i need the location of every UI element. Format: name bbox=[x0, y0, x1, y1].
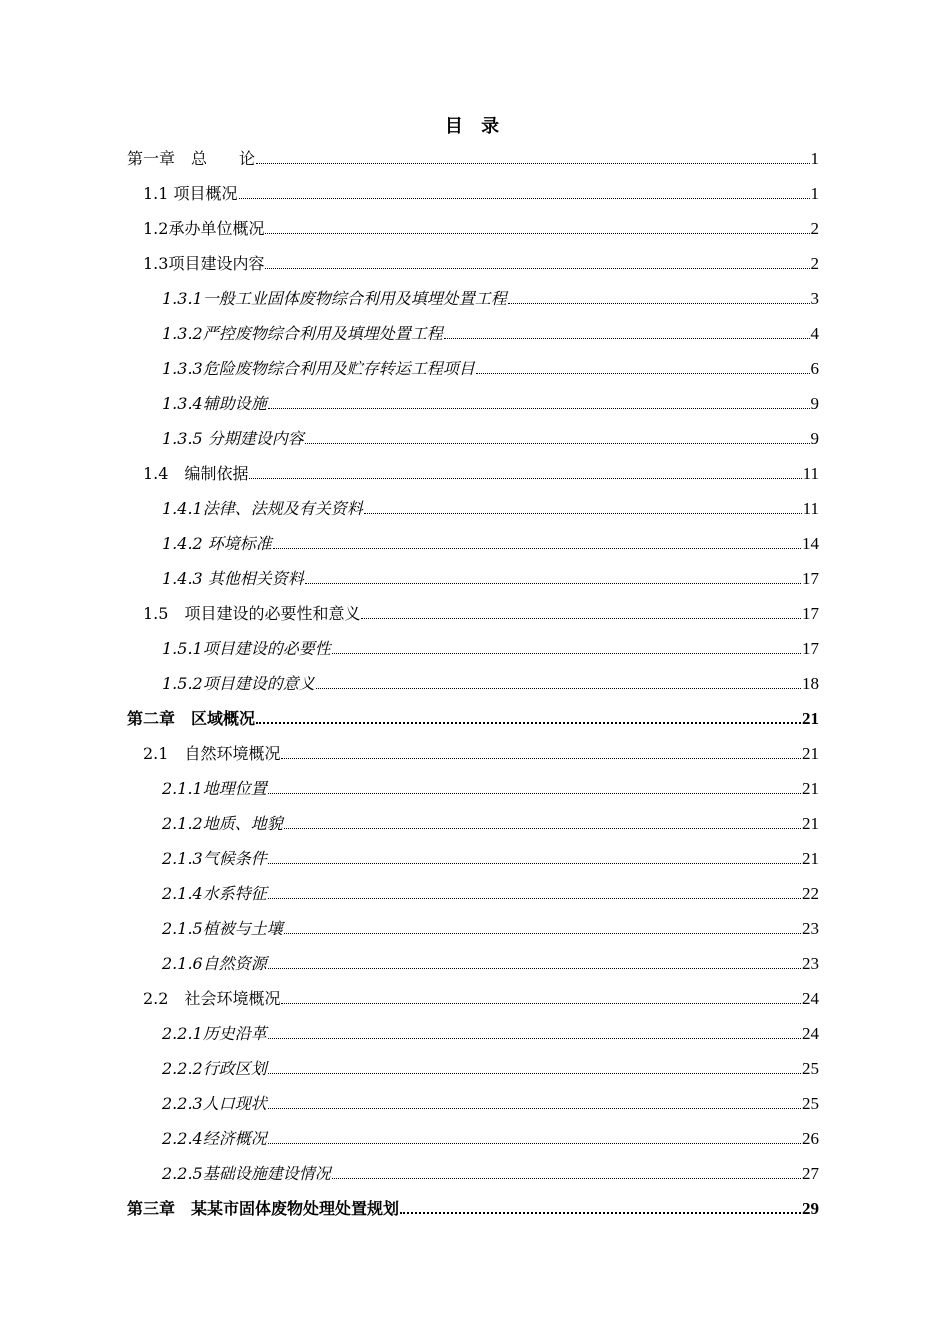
toc-entry[interactable] bbox=[127, 1192, 819, 1220]
toc-entry-page-number: 6 bbox=[810, 359, 819, 378]
dot-leader bbox=[268, 1143, 801, 1144]
toc-entry-page-number: 21 bbox=[802, 814, 819, 833]
toc-entry-label: 1.5.2项目建设的意义 bbox=[162, 674, 315, 693]
dot-leader bbox=[316, 688, 801, 689]
toc-entry-label: 第三章 某某市固体废物处理处置规划 bbox=[127, 1199, 400, 1218]
toc-entry-page-number: 1 bbox=[810, 184, 819, 203]
toc-entry-label: 2.1.5植被与土壤 bbox=[162, 919, 283, 938]
dot-leader bbox=[444, 338, 810, 339]
toc-entry[interactable] bbox=[162, 1087, 819, 1115]
toc-entry-page-number: 25 bbox=[802, 1059, 819, 1078]
toc-entry[interactable] bbox=[162, 772, 819, 800]
toc-entry-page-number: 4 bbox=[810, 324, 819, 343]
toc-entry-page-number: 11 bbox=[802, 499, 819, 518]
dot-leader bbox=[508, 303, 810, 304]
toc-entry-page-number: 29 bbox=[802, 1199, 819, 1218]
toc-entry[interactable] bbox=[162, 807, 819, 835]
dot-leader bbox=[265, 233, 809, 234]
dot-leader bbox=[268, 408, 810, 409]
dot-leader bbox=[305, 443, 810, 444]
toc-entry-label: 2.1.4水系特征 bbox=[162, 884, 267, 903]
toc-entry-label: 1.4.1法律、法规及有关资料 bbox=[162, 499, 363, 518]
toc-entry-label: 2.2.4经济概况 bbox=[162, 1129, 267, 1148]
toc-entry-label: 2.1.3气候条件 bbox=[162, 849, 267, 868]
toc-entry-label: 2.2.1历史沿革 bbox=[162, 1024, 267, 1043]
toc-entry-label: 1.3.5 分期建设内容 bbox=[162, 429, 304, 448]
toc-entry[interactable] bbox=[162, 422, 819, 450]
dot-leader bbox=[332, 653, 801, 654]
toc-entry-label: 1.3.2严控废物综合利用及填埋处置工程 bbox=[162, 324, 443, 343]
toc-entry-page-number: 21 bbox=[802, 709, 819, 728]
toc-entry-page-number: 11 bbox=[802, 464, 819, 483]
dot-leader bbox=[400, 1212, 801, 1214]
dot-leader bbox=[284, 933, 801, 934]
dot-leader bbox=[239, 198, 810, 199]
toc-entry-label: 2.2.5基础设施建设情况 bbox=[162, 1164, 331, 1183]
toc-entry-label: 第一章 总 论 bbox=[127, 149, 256, 168]
toc-entry-label: 2.1.1地理位置 bbox=[162, 779, 267, 798]
toc-entry[interactable] bbox=[127, 142, 819, 170]
dot-leader bbox=[273, 548, 801, 549]
toc-entry-page-number: 21 bbox=[802, 849, 819, 868]
toc-entry-label: 1.2承办单位概况 bbox=[143, 219, 265, 238]
toc-entry[interactable] bbox=[162, 912, 819, 940]
dot-leader bbox=[249, 478, 801, 479]
toc-entry-label: 1.3.4辅助设施 bbox=[162, 394, 267, 413]
toc-entry[interactable] bbox=[162, 282, 819, 310]
toc-entry-label: 1.3.1一般工业固体废物综合利用及填埋处置工程 bbox=[162, 289, 507, 308]
toc-entry-label: 2.2.3人口现状 bbox=[162, 1094, 267, 1113]
dot-leader bbox=[268, 1038, 801, 1039]
toc-entry-page-number: 17 bbox=[802, 569, 819, 588]
toc-entry[interactable] bbox=[162, 667, 819, 695]
toc-entry-page-number: 9 bbox=[810, 394, 819, 413]
toc-entry-label: 2.1.2地质、地貌 bbox=[162, 814, 283, 833]
toc-entry-page-number: 22 bbox=[802, 884, 819, 903]
toc-entry-label: 1.4.3 其他相关资料 bbox=[162, 569, 304, 588]
dot-leader bbox=[268, 968, 801, 969]
dot-leader bbox=[281, 1003, 801, 1004]
toc-entry-page-number: 23 bbox=[802, 919, 819, 938]
dot-leader bbox=[476, 373, 810, 374]
toc-entry[interactable] bbox=[162, 387, 819, 415]
toc-entry-page-number: 24 bbox=[802, 989, 819, 1008]
dot-leader bbox=[361, 618, 801, 619]
toc-entry-page-number: 17 bbox=[802, 639, 819, 658]
toc-entry-page-number: 2 bbox=[810, 219, 819, 238]
toc-entry-page-number: 26 bbox=[802, 1129, 819, 1148]
toc-entry-page-number: 1 bbox=[810, 149, 819, 168]
toc-entry[interactable] bbox=[143, 212, 819, 240]
toc-entry-page-number: 9 bbox=[810, 429, 819, 448]
toc-entry[interactable] bbox=[162, 1052, 819, 1080]
toc-entry[interactable] bbox=[162, 632, 819, 660]
toc-entry-label: 1.4 编制依据 bbox=[143, 464, 249, 483]
toc-entry-page-number: 21 bbox=[802, 779, 819, 798]
toc-entry-label: 1.5.1项目建设的必要性 bbox=[162, 639, 331, 658]
toc-entry-label: 2.1.6自然资源 bbox=[162, 954, 267, 973]
toc-entry[interactable] bbox=[162, 877, 819, 905]
dot-leader bbox=[364, 513, 802, 514]
toc-entry[interactable] bbox=[162, 562, 819, 590]
toc-entry-label: 第二章 区域概况 bbox=[127, 709, 256, 728]
toc-entry[interactable] bbox=[162, 842, 819, 870]
toc-entry-page-number: 17 bbox=[802, 604, 819, 623]
toc-entry-label: 2.1 自然环境概况 bbox=[143, 744, 281, 763]
toc-entry[interactable] bbox=[143, 982, 819, 1010]
dot-leader bbox=[268, 1073, 801, 1074]
dot-leader bbox=[305, 583, 801, 584]
dot-leader bbox=[268, 1108, 801, 1109]
toc-entry-page-number: 21 bbox=[802, 744, 819, 763]
toc-entry-page-number: 23 bbox=[802, 954, 819, 973]
toc-entry[interactable] bbox=[162, 1122, 819, 1150]
toc-entry-label: 1.1 项目概况 bbox=[143, 184, 238, 203]
toc-entry[interactable] bbox=[127, 702, 819, 730]
toc-entry-label: 1.3项目建设内容 bbox=[143, 254, 265, 273]
toc-entry-page-number: 14 bbox=[802, 534, 819, 553]
toc-entry-page-number: 3 bbox=[810, 289, 819, 308]
dot-leader bbox=[265, 268, 809, 269]
dot-leader bbox=[256, 163, 809, 164]
toc-entry[interactable] bbox=[162, 317, 819, 345]
toc-entry[interactable] bbox=[143, 737, 819, 765]
toc-entry-page-number: 2 bbox=[810, 254, 819, 273]
toc-entry-label: 1.5 项目建设的必要性和意义 bbox=[143, 604, 361, 623]
toc-entry[interactable] bbox=[143, 177, 819, 205]
dot-leader bbox=[268, 863, 801, 864]
toc-entry[interactable] bbox=[162, 492, 819, 520]
toc-entry-page-number: 24 bbox=[802, 1024, 819, 1043]
toc-entry-page-number: 18 bbox=[802, 674, 819, 693]
dot-leader bbox=[268, 898, 801, 899]
toc-entry[interactable] bbox=[143, 457, 819, 485]
dot-leader bbox=[256, 722, 801, 724]
toc-entry-page-number: 25 bbox=[802, 1094, 819, 1113]
toc-entry[interactable] bbox=[162, 1017, 819, 1045]
toc-entry[interactable] bbox=[143, 597, 819, 625]
dot-leader bbox=[284, 828, 801, 829]
toc-entry[interactable] bbox=[162, 352, 819, 380]
toc-entry-label: 1.3.3危险废物综合利用及贮存转运工程项目 bbox=[162, 359, 475, 378]
dot-leader bbox=[281, 758, 801, 759]
toc-entry[interactable] bbox=[162, 527, 819, 555]
toc-title: 目 录 bbox=[444, 116, 506, 137]
toc-entry[interactable] bbox=[162, 1157, 819, 1185]
toc-entry-label: 1.4.2 环境标准 bbox=[162, 534, 272, 553]
toc-entry-label: 2.2 社会环境概况 bbox=[143, 989, 281, 1008]
dot-leader bbox=[332, 1178, 801, 1179]
toc-entry-page-number: 27 bbox=[802, 1164, 819, 1183]
dot-leader bbox=[268, 793, 801, 794]
toc-entry[interactable] bbox=[143, 247, 819, 275]
toc-entry-label: 2.2.2行政区划 bbox=[162, 1059, 267, 1078]
toc-entry[interactable] bbox=[162, 947, 819, 975]
